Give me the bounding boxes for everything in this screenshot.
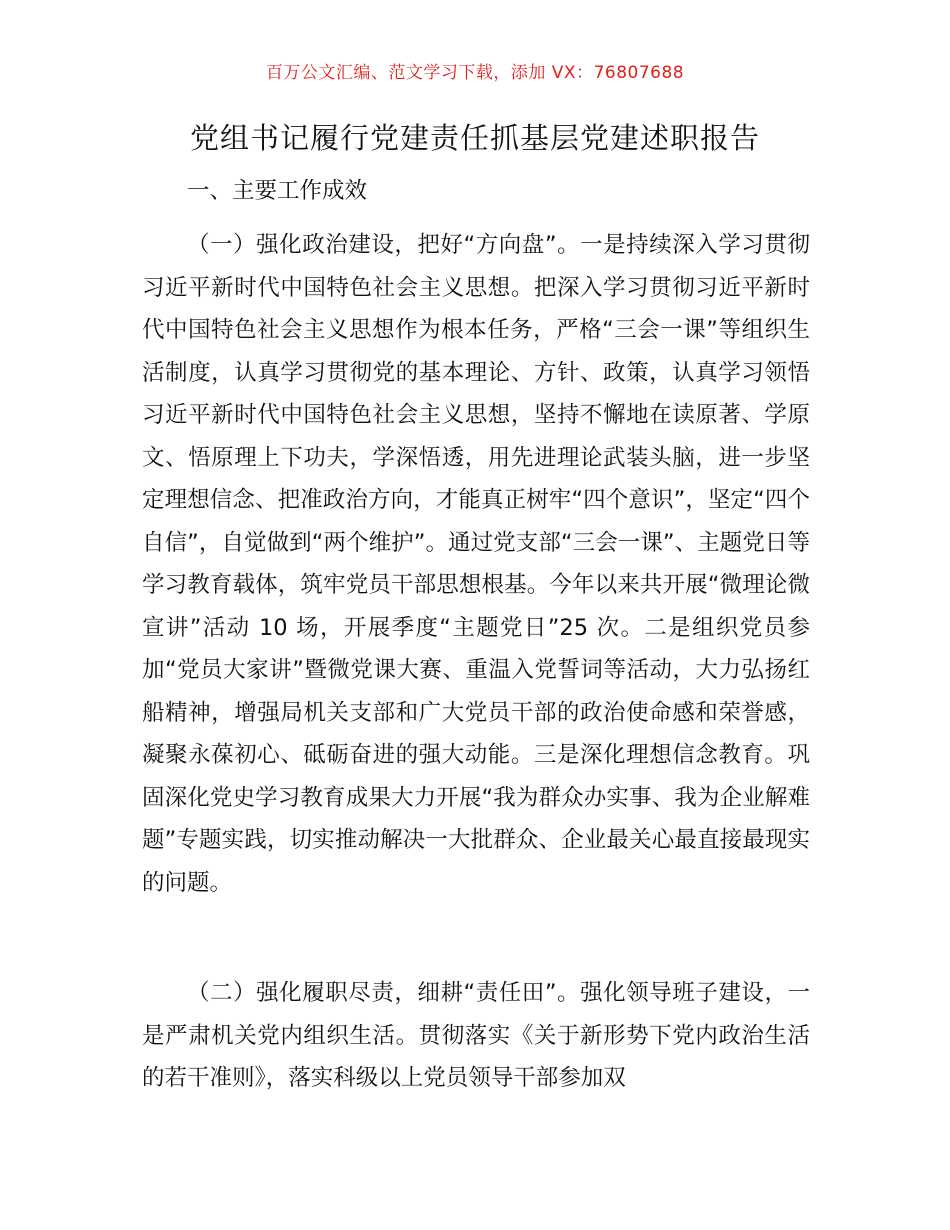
watermark-header: 百万公文汇编、范文学习下载，添加 VX：76807688 — [265, 63, 685, 83]
paragraph: （一）强化政治建设，把好“方向盘”。一是持续深入学习贯彻习近平新时代中国特色社会主义思想。把深入学习贯彻习近平新时代中国特色社会主义思想作为根本任务，严格“三会一课”等组织生活制度，认真学习贯彻党的基本理论、方针、政策，认真学习领悟习近平新时代中国特色社会主义思想，坚持不懈地在读原著、学原文、悟原理上下功夫，学深悟透，用先进理论武装头脑，进一步坚定理想信念、把准政治方向，才能真正树牢“四个意识”，坚定“四个自信”，自觉做到“两个维护”。通过党支部“三会一课”、主题党日等学习教育载体，筑牢党员干部思想根基。今年以来共开展“微理论微宣讲”活动 10 场，开展季度“主题党日”25 次。二是组织党员参加“党员大家讲”暨微党课大赛、重温入党誓词等活动，大力弘扬红船精神，增强局机关支部和广大党员干部的政治使命感和荣誉感，凝聚永葆初心、砥砺奋进的强大动能。三是深化理想信念教育。巩固深化党史学习教育成果大力开展“我为群众办实事、我为企业解难题”专题实践，切实推动解决一大批群众、企业最关心最直接最现实的问题。 — [142, 232, 810, 896]
paragraph: （二）强化履职尽责，细耕“责任田”。强化领导班子建设，一是严肃机关党内组织生活。贯彻落实《关于新形势下党内政治生活的若干准则》，落实科级以上党员领导干部参加双 — [142, 980, 810, 1091]
document-title: 党组书记履行党建责任抓基层党建述职报告 — [189, 121, 760, 155]
section-heading: 一、主要工作成效 — [187, 178, 368, 204]
